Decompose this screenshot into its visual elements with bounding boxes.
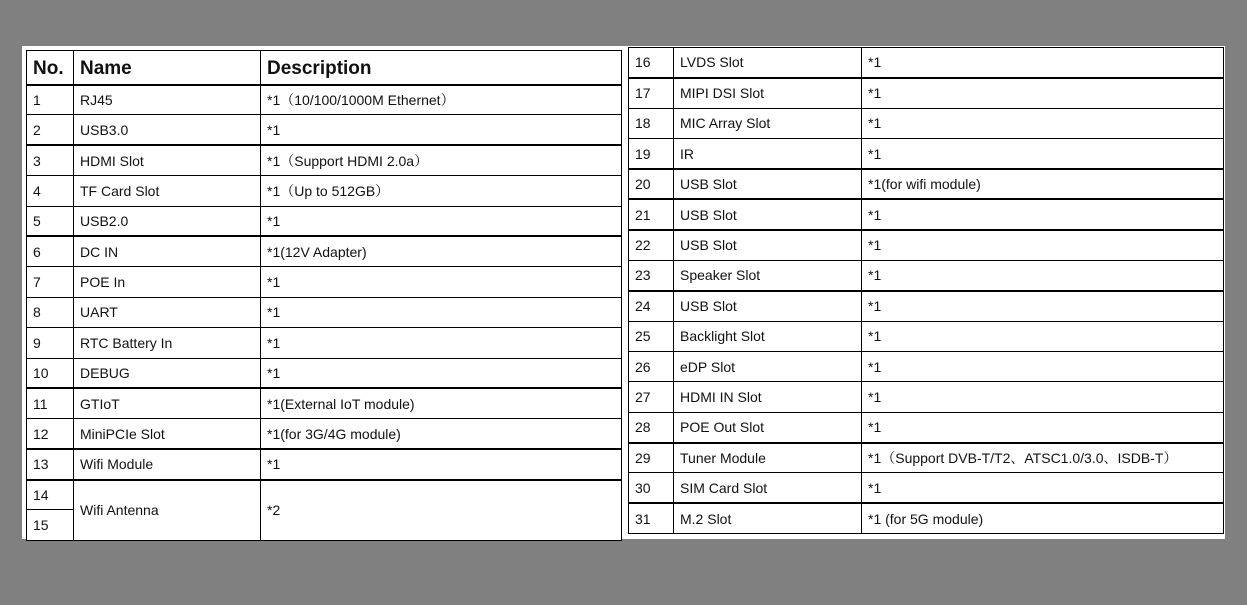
table-row: [629, 473, 1224, 503]
row-number-cell: 17: [629, 78, 674, 108]
header-description: Description: [261, 51, 622, 85]
row-description-cell: *1: [862, 412, 1224, 442]
row-description-cell: *1: [261, 449, 622, 479]
row-name-cell: USB3.0: [74, 115, 261, 145]
table-row: [629, 139, 1224, 169]
row-number-cell: 13: [27, 449, 74, 479]
row-name-cell: POE Out Slot: [674, 412, 862, 442]
table-row: [27, 145, 622, 175]
row-description-cell: *1: [862, 199, 1224, 229]
row-description-cell: *1: [862, 321, 1224, 351]
row-description-cell: *1: [862, 78, 1224, 108]
table-row: [27, 419, 622, 449]
row-description-cell: *1: [261, 267, 622, 297]
table-row: [27, 267, 622, 297]
row-name-cell: DC IN: [74, 236, 261, 266]
row-name-cell: GTIoT: [74, 388, 261, 418]
row-number-cell: 19: [629, 139, 674, 169]
table-row: [27, 206, 622, 236]
row-number-cell: 27: [629, 382, 674, 412]
row-description-cell: *1: [862, 291, 1224, 321]
row-description-cell: *1 (for 5G module): [862, 503, 1224, 533]
row-number-cell: 25: [629, 321, 674, 351]
row-name-cell: SIM Card Slot: [674, 473, 862, 503]
row-number-cell: 9: [27, 328, 74, 358]
row-description-cell: *1: [862, 473, 1224, 503]
table-row: [27, 115, 622, 145]
table-row: [629, 78, 1224, 108]
row-number-cell: 3: [27, 145, 74, 175]
row-number-cell: 26: [629, 351, 674, 381]
row-description-cell: *1(External IoT module): [261, 388, 622, 418]
row-description-cell: *1: [261, 328, 622, 358]
table-row: [629, 48, 1224, 78]
table-row: [27, 388, 622, 418]
row-name-cell: USB Slot: [674, 230, 862, 260]
row-name-cell: MIC Array Slot: [674, 108, 862, 138]
row-description-cell: *1: [261, 206, 622, 236]
interface-table-left: [26, 50, 622, 541]
interface-table-right: [628, 47, 1224, 534]
row-description-cell: *1: [862, 48, 1224, 78]
row-number-cell: 18: [629, 108, 674, 138]
table-row: [629, 291, 1224, 321]
table-row: [27, 297, 622, 327]
row-number-cell: 14: [27, 480, 74, 510]
row-number-cell: 11: [27, 388, 74, 418]
row-number-cell: 7: [27, 267, 74, 297]
row-description-cell: *1: [261, 115, 622, 145]
row-description-cell: *1: [261, 297, 622, 327]
row-description-cell: *1(for 3G/4G module): [261, 419, 622, 449]
table-row: [629, 199, 1224, 229]
table-row: [629, 382, 1224, 412]
row-description-cell: *1: [261, 358, 622, 388]
row-name-cell: UART: [74, 297, 261, 327]
row-number-cell: 1: [27, 85, 74, 115]
row-number-cell: 12: [27, 419, 74, 449]
table-row: [629, 169, 1224, 199]
table-header-row: [27, 51, 622, 85]
row-number-cell: 6: [27, 236, 74, 266]
row-name-cell: USB2.0: [74, 206, 261, 236]
row-description-cell: *1: [862, 351, 1224, 381]
header-no: No.: [27, 51, 74, 85]
row-description-cell: *1(12V Adapter): [261, 236, 622, 266]
table-row: [629, 443, 1224, 473]
row-number-cell: 31: [629, 503, 674, 533]
row-name-cell: TF Card Slot: [74, 176, 261, 206]
row-number-cell: 20: [629, 169, 674, 199]
row-number-cell: 23: [629, 260, 674, 290]
table-row: [629, 321, 1224, 351]
row-name-cell: Wifi Antenna: [74, 480, 261, 541]
left-table-body: [27, 51, 622, 541]
row-number-cell: 10: [27, 358, 74, 388]
row-name-cell: MIPI DSI Slot: [674, 78, 862, 108]
row-name-cell: Tuner Module: [674, 443, 862, 473]
table-row: [629, 412, 1224, 442]
row-name-cell: M.2 Slot: [674, 503, 862, 533]
row-number-cell: 5: [27, 206, 74, 236]
row-description-cell: *1（Support DVB-T/T2、ATSC1.0/3.0、ISDB-T）: [862, 443, 1224, 473]
right-table-body: [629, 48, 1224, 534]
row-name-cell: DEBUG: [74, 358, 261, 388]
row-number-cell: 4: [27, 176, 74, 206]
table-row: [629, 108, 1224, 138]
table-row: [27, 449, 622, 479]
row-name-cell: Wifi Module: [74, 449, 261, 479]
row-number-cell: 30: [629, 473, 674, 503]
row-name-cell: POE In: [74, 267, 261, 297]
row-number-cell: 22: [629, 230, 674, 260]
row-name-cell: HDMI Slot: [74, 145, 261, 175]
table-row: [27, 176, 622, 206]
row-number-cell: 15: [27, 510, 74, 540]
row-number-cell: 21: [629, 199, 674, 229]
row-description-cell: *1(for wifi module): [862, 169, 1224, 199]
row-name-cell: USB Slot: [674, 291, 862, 321]
row-name-cell: HDMI IN Slot: [674, 382, 862, 412]
row-name-cell: Backlight Slot: [674, 321, 862, 351]
row-number-cell: 16: [629, 48, 674, 78]
table-row: [629, 260, 1224, 290]
row-name-cell: MiniPCIe Slot: [74, 419, 261, 449]
row-number-cell: 24: [629, 291, 674, 321]
document-sheet: [22, 46, 1225, 539]
table-row: [27, 358, 622, 388]
row-description-cell: *1（Up to 512GB）: [261, 176, 622, 206]
row-description-cell: *1（Support HDMI 2.0a）: [261, 145, 622, 175]
row-name-cell: USB Slot: [674, 169, 862, 199]
row-description-cell: *1: [862, 139, 1224, 169]
table-row: [27, 236, 622, 266]
row-name-cell: USB Slot: [674, 199, 862, 229]
row-number-cell: 29: [629, 443, 674, 473]
row-name-cell: RTC Battery In: [74, 328, 261, 358]
table-row: [629, 503, 1224, 533]
row-description-cell: *1: [862, 230, 1224, 260]
table-row: [629, 351, 1224, 381]
row-name-cell: RJ45: [74, 85, 261, 115]
row-description-cell: *1: [862, 108, 1224, 138]
row-name-cell: IR: [674, 139, 862, 169]
table-row: [27, 480, 622, 510]
row-description-cell: *1（10/100/1000M Ethernet）: [261, 85, 622, 115]
table-row: [27, 328, 622, 358]
row-description-cell: *1: [862, 260, 1224, 290]
row-name-cell: Speaker Slot: [674, 260, 862, 290]
table-row: [629, 230, 1224, 260]
row-description-cell: *1: [862, 382, 1224, 412]
row-number-cell: 28: [629, 412, 674, 442]
row-number-cell: 8: [27, 297, 74, 327]
row-description-cell: *2: [261, 480, 622, 541]
row-name-cell: LVDS Slot: [674, 48, 862, 78]
row-number-cell: 2: [27, 115, 74, 145]
row-name-cell: eDP Slot: [674, 351, 862, 381]
table-row: [27, 85, 622, 115]
header-name: Name: [74, 51, 261, 85]
